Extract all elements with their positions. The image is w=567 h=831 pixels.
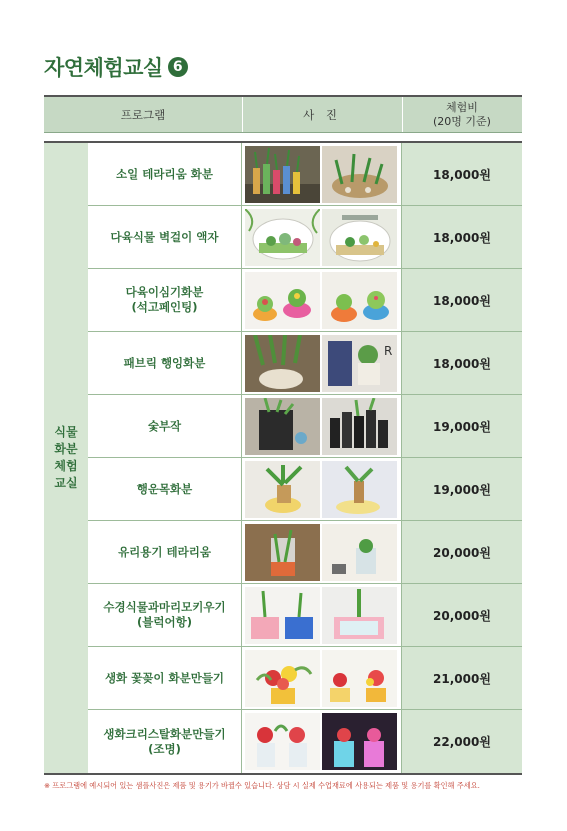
photo-wall-frame: [245, 209, 320, 266]
svg-text:R: R: [384, 344, 393, 358]
photo-wall-frame-2: [322, 209, 397, 266]
photo-cell: [242, 395, 402, 457]
header-program: 프로그램: [44, 97, 243, 132]
program-subtitle: (조명): [148, 741, 181, 756]
photo-terrarium-bowl: [322, 146, 397, 203]
program-cell: [88, 332, 242, 394]
program-cell: [88, 584, 242, 646]
photo-painted-pots: [322, 272, 397, 329]
title-text: 자연체험교실: [44, 56, 163, 80]
photo-charcoal-pile: [322, 398, 397, 455]
program-name: 다육식물 벽걸이 액자: [110, 229, 219, 244]
photo-crystal-pot: [245, 713, 320, 770]
program-name: 숯부작: [147, 418, 182, 433]
program-cell: [88, 710, 242, 773]
photo-cell: [242, 332, 402, 394]
price-cell: 18,000원: [402, 332, 522, 394]
photo-cell: [242, 710, 402, 773]
page-title: [44, 52, 188, 82]
photo-charcoal-art: [245, 398, 320, 455]
program-name: 유리용기 테라리움: [118, 544, 211, 559]
program-name: 생화크리스탈화분만들기: [103, 726, 226, 741]
footnote: ※ 프로그램에 예시되어 있는 샘플사진은 제품 및 용기가 바뀔수 있습니다. 상담 시 실제 수업재료에 사용되는 제품 및 용기를 확인해 주세요.: [44, 781, 480, 790]
table-row: [88, 332, 522, 395]
table-row: [88, 710, 522, 773]
photo-cell: [242, 521, 402, 583]
table-row: [88, 395, 522, 458]
program-name: 다육이심기화분: [125, 285, 204, 299]
table-row: [88, 458, 522, 521]
photo-crystal-lamp: [322, 713, 397, 770]
price-cell: 18,000원: [402, 269, 522, 331]
program-cell: [88, 143, 242, 205]
photo-cell: [242, 269, 402, 331]
program-subtitle: (블럭어항): [137, 615, 192, 629]
photo-fabric-pot: [322, 335, 397, 392]
program-name: 소일 테라리움 화분: [116, 166, 213, 181]
photo-flower-pot: [245, 650, 320, 707]
program-cell: [88, 458, 242, 520]
program-name: 생화 꽃꽂이 화분만들기: [104, 670, 225, 685]
table-header: [44, 95, 522, 133]
table-row: [88, 143, 522, 206]
category-label: 식물 화분 체험 교실: [54, 425, 78, 490]
price-cell: 20,000원: [402, 521, 522, 583]
photo-lucky-tree: [245, 461, 320, 518]
table-row: [88, 647, 522, 710]
photo-cell: [242, 143, 402, 205]
program-cell: [88, 395, 242, 457]
program-cell: [88, 521, 242, 583]
price-cell: 18,000원: [402, 143, 522, 205]
program-table: [88, 141, 522, 775]
photo-block-tank-2: [322, 587, 397, 644]
header-photo: 사 진: [242, 97, 403, 132]
program-cell: [88, 206, 242, 268]
program-subtitle: (석고페인팅): [131, 300, 198, 314]
program-cell: [88, 647, 242, 709]
table-row: [88, 206, 522, 269]
category-cell: [44, 141, 88, 775]
price-cell: 20,000원: [402, 584, 522, 646]
photo-glass-terrarium: [245, 524, 320, 581]
photo-block-tank: [245, 587, 320, 644]
program-cell: [88, 269, 242, 331]
price-cell: 19,000원: [402, 458, 522, 520]
title-number-badge: 6: [168, 57, 188, 77]
table-row: [88, 584, 522, 647]
header-price-label: 체험비: [446, 100, 478, 114]
price-cell: 22,000원: [402, 710, 522, 773]
photo-flower-pot-2: [322, 650, 397, 707]
price-cell: 19,000원: [402, 395, 522, 457]
photo-glass-terrarium-2: [322, 524, 397, 581]
header-price-basis: (20명 기준): [433, 114, 491, 128]
photo-cell: [242, 206, 402, 268]
program-name: 패브릭 행잉화분: [123, 355, 206, 370]
photo-lucky-tree-2: [322, 461, 397, 518]
table-row: [88, 521, 522, 584]
photo-cell: [242, 647, 402, 709]
photo-succulent-pots: [245, 272, 320, 329]
program-name: 수경식물과마리모키우기: [103, 600, 226, 614]
photo-fabric-hanging: [245, 335, 320, 392]
photo-terrarium-tubes: [245, 146, 320, 203]
table-row: [88, 269, 522, 332]
price-cell: 18,000원: [402, 206, 522, 268]
program-name: 행운목화분: [136, 481, 193, 496]
price-cell: 21,000원: [402, 647, 522, 709]
photo-cell: [242, 458, 402, 520]
header-price: [402, 97, 522, 132]
photo-cell: [242, 584, 402, 646]
